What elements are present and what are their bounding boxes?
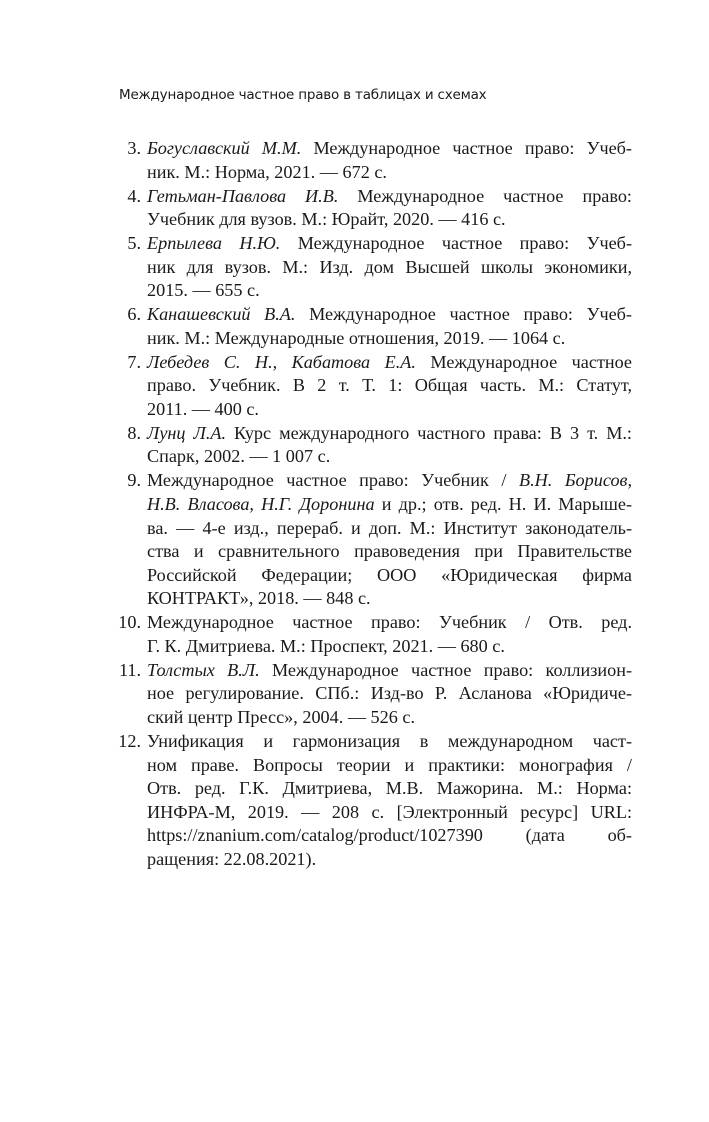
entry-line-text: КОНТРАКТ», 2018. — 848 с.	[147, 588, 371, 609]
entry-line-text: ное регулирование. СПб.: Изд-во Р. Асланова «Юридиче-	[147, 683, 632, 704]
entry-line-text: ства и сравнительного правоведения при Правительстве	[147, 541, 632, 562]
entry-author: Лебедев С. Н., Кабатова Е.А.	[147, 351, 416, 372]
entry-line	[147, 398, 632, 422]
entry-line-text: Курс международного частного права: В 3 т. М.:	[226, 422, 632, 443]
entry-number: 5.	[127, 233, 141, 254]
bibliography-entry	[110, 611, 632, 658]
entry-line-text: Учебник для вузов. М.: Юрайт, 2020. — 416 с.	[147, 209, 506, 230]
entry-line-text: 2015. — 655 с.	[147, 280, 260, 301]
entry-line-text: Международное частное право: Учебник /	[147, 470, 519, 491]
entry-line	[147, 137, 632, 161]
entry-number: 9.	[127, 470, 141, 491]
bibliography-entry	[110, 730, 632, 872]
entry-number: 11.	[118, 659, 141, 680]
entry-number: 7.	[127, 351, 141, 372]
entry-text	[147, 422, 632, 469]
entry-line-text: Спарк, 2002. — 1 007 с.	[147, 446, 331, 467]
entry-line	[147, 374, 632, 398]
entry-line-text: 2011. — 400 с.	[147, 398, 259, 419]
entry-text	[147, 137, 632, 184]
running-head: Международное частное право в таблицах и схемах	[119, 87, 487, 103]
entry-author: Ерпылева Н.Ю.	[147, 233, 281, 254]
bibliography-entry	[110, 469, 632, 611]
entry-line	[147, 824, 632, 848]
entry-author: Богуславский М.М.	[147, 138, 302, 158]
entry-line-text: Унификация и гармонизация в международном част-	[147, 730, 632, 751]
entry-author: Лунц Л.А.	[147, 422, 227, 443]
bibliography-entry	[110, 232, 632, 303]
entry-text	[147, 659, 632, 730]
entry-line-text: Отв. ред. Г.К. Дмитриева, М.В. Мажорина. М.: Норма:	[147, 778, 632, 799]
entry-line	[147, 351, 632, 375]
entry-line	[147, 801, 632, 825]
entry-author: Гетьман-Павлова И.В.	[147, 185, 339, 206]
entry-text	[147, 303, 632, 350]
entry-line	[147, 777, 632, 801]
entry-line	[147, 564, 632, 588]
entry-line	[147, 161, 632, 185]
entry-line	[147, 587, 632, 611]
bibliography-entry	[110, 137, 632, 184]
entry-line	[147, 659, 632, 683]
entry-line	[147, 611, 632, 635]
entry-line	[147, 540, 632, 564]
entry-line-text: ном праве. Вопросы теории и практики: монография /	[147, 754, 632, 775]
entry-line	[147, 517, 632, 541]
entry-line	[147, 422, 632, 446]
entry-line-text: ник. М.: Международные отношения, 2019. — 1064 с.	[147, 327, 566, 348]
entry-line-text: Г. К. Дмитриева. М.: Проспект, 2021. — 680 с.	[147, 635, 505, 656]
entry-author: Н.В. Власова, Н.Г. Доронина	[147, 493, 375, 514]
entry-number: 8.	[127, 422, 141, 443]
entry-line-text: ращения: 22.08.2021).	[147, 848, 317, 869]
entry-text	[147, 611, 632, 658]
entry-line-text: Международное частное право: Учеб-	[301, 138, 632, 158]
entry-line-text: Международное частное право:	[338, 185, 632, 206]
bibliography-entry	[110, 185, 632, 232]
entry-text	[147, 469, 632, 611]
entry-line	[147, 327, 632, 351]
entry-author: В.Н. Борисов,	[518, 470, 632, 491]
entry-text	[147, 185, 632, 232]
entry-line	[147, 469, 632, 493]
entry-line-text: Российской Федерации; ООО «Юридическая фирма	[147, 564, 632, 585]
entry-line-text: Международное частное	[415, 351, 633, 372]
entry-line	[147, 848, 632, 872]
entry-line-text: ИНФРА-М, 2019. — 208 с. [Электронный ресурс] URL:	[147, 801, 632, 822]
entry-line-text: ник. М.: Норма, 2021. — 672 с.	[147, 161, 387, 182]
entry-line-text: https://znanium.com/catalog/product/1027390 (дата об-	[147, 825, 632, 846]
entry-line	[147, 706, 632, 730]
entry-text	[147, 351, 632, 422]
entry-line-text: и др.; отв. ред. Н. И. Марыше-	[374, 493, 632, 514]
entry-number: 4.	[127, 185, 141, 206]
entry-line	[147, 635, 632, 659]
entry-line-text: ник для вузов. М.: Изд. дом Высшей школы экономики,	[147, 256, 632, 277]
entry-line-text: право. Учебник. В 2 т. Т. 1: Общая часть. М.: Статут,	[147, 375, 632, 396]
entry-line	[147, 493, 632, 517]
entry-number: 12.	[118, 730, 141, 751]
entry-line-text: ский центр Пресс», 2004. — 526 с.	[147, 707, 416, 727]
entry-line	[147, 232, 632, 256]
entry-line	[147, 185, 632, 209]
entry-number: 6.	[127, 304, 141, 325]
bibliography-list	[110, 137, 632, 872]
entry-line	[147, 754, 632, 778]
entry-author: Толстых В.Л.	[147, 659, 260, 680]
entry-line-text: Международное частное право: Учебник / Отв. ред.	[147, 612, 632, 633]
entry-line-text: ва. — 4-е изд., перераб. и доп. М.: Институт законодатель-	[147, 517, 632, 538]
entry-line	[147, 208, 632, 232]
entry-line-text: Международное частное право: Учеб-	[295, 304, 632, 325]
entry-line-text: Международное частное право: Учеб-	[280, 233, 632, 254]
entry-line	[147, 279, 632, 303]
bibliography-entry	[110, 303, 632, 350]
entry-text	[147, 232, 632, 303]
entry-line	[147, 256, 632, 280]
bibliography-entry	[110, 351, 632, 422]
entry-number: 3.	[127, 138, 141, 158]
entry-line	[147, 730, 632, 754]
entry-line	[147, 682, 632, 706]
entry-line-text: Международное частное право: коллизион-	[259, 659, 632, 680]
entry-line	[147, 303, 632, 327]
entry-number: 10.	[118, 612, 141, 633]
bibliography-entry	[110, 422, 632, 469]
entry-text	[147, 730, 632, 872]
entry-line	[147, 445, 632, 469]
entry-author: Канашевский В.А.	[147, 304, 296, 325]
bibliography-entry	[110, 659, 632, 730]
